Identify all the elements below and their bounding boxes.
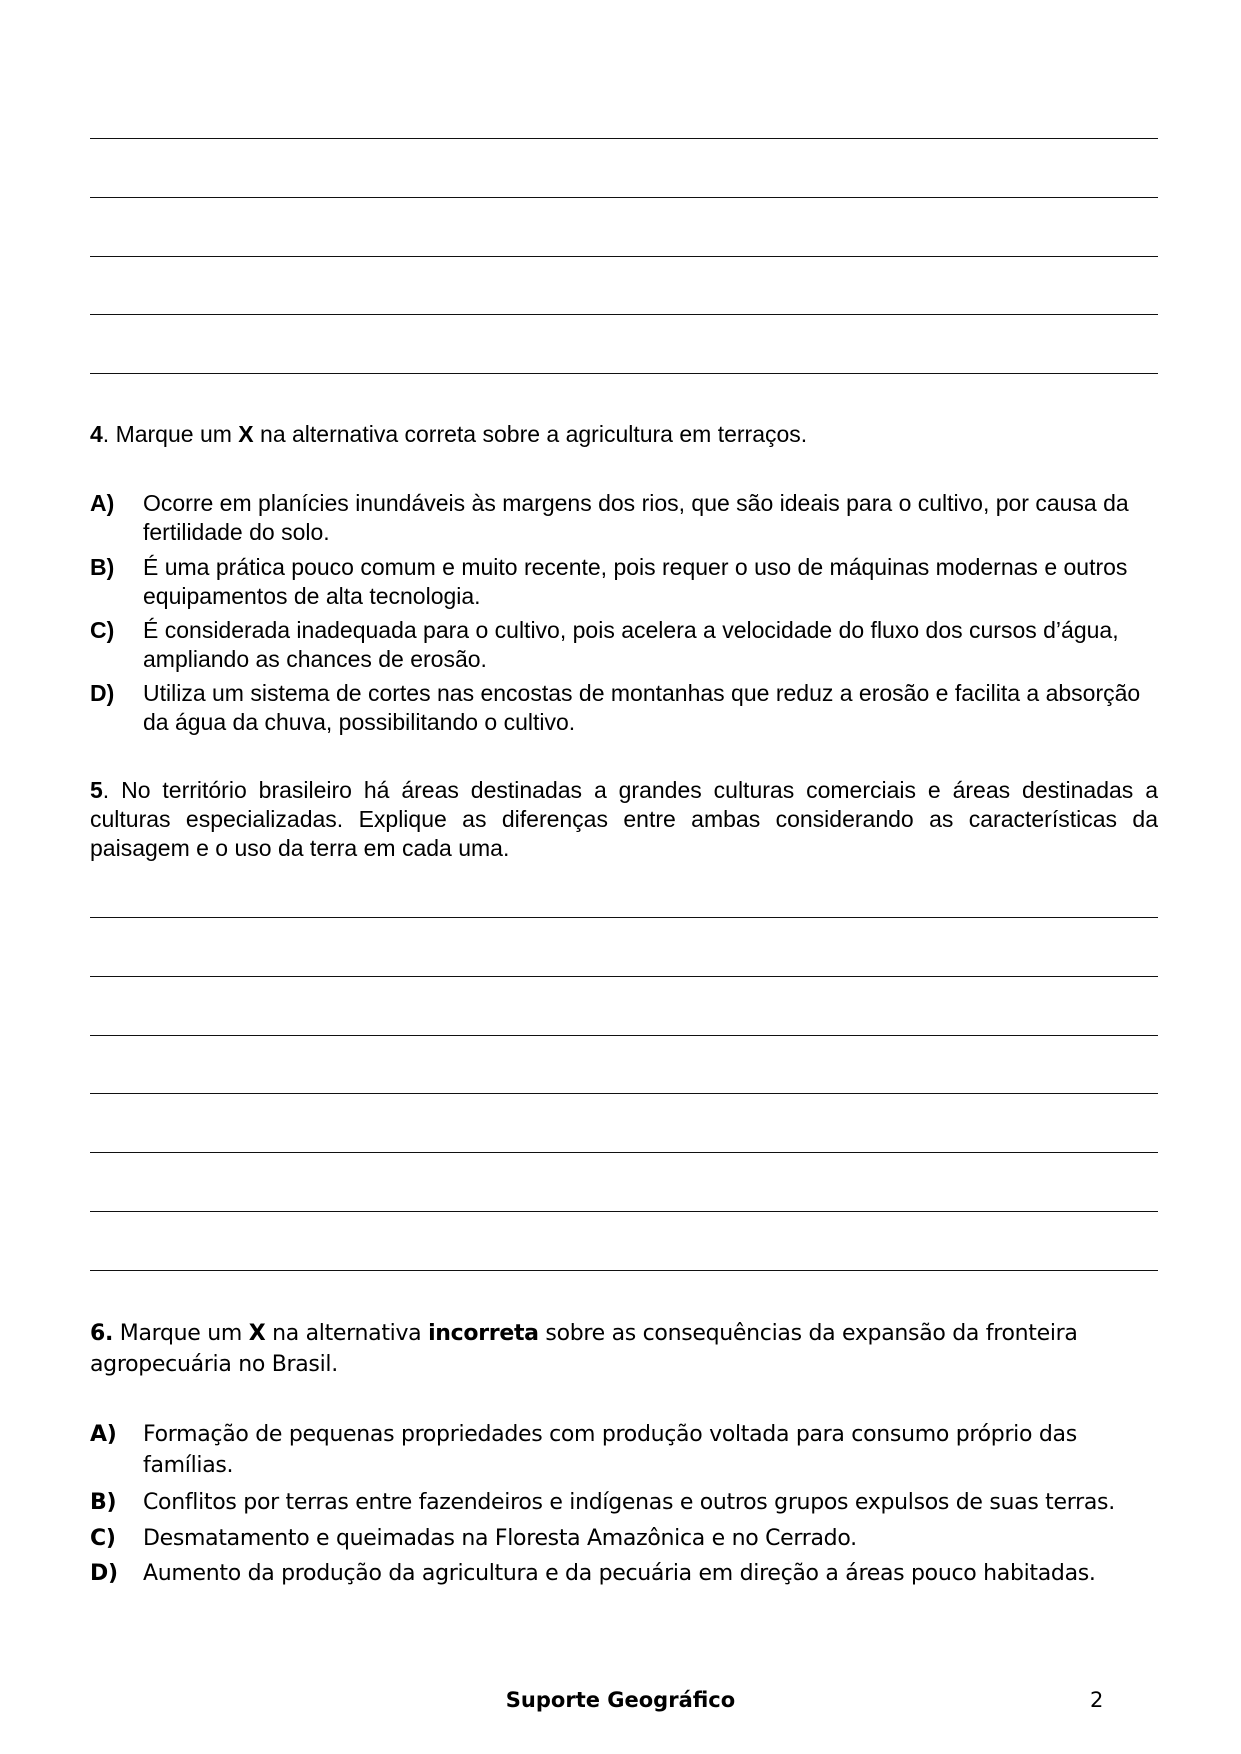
answer-line[interactable]: [90, 1270, 1158, 1271]
option-text: Ocorre em planícies inundáveis às margens dos rios, que são ideais para o cultivo, por causa da fertilidade do solo.: [143, 490, 1129, 545]
question-number: 6.: [90, 1321, 114, 1346]
answer-line[interactable]: [90, 256, 1158, 257]
option-letter: B): [90, 1490, 117, 1515]
answer-line[interactable]: [90, 1152, 1158, 1153]
option-text: Aumento da produção da agricultura e da pecuária em direção a áreas pouco habitadas.: [143, 1561, 1096, 1586]
question-4-option-b[interactable]: [90, 553, 1160, 611]
option-letter: D): [90, 1561, 118, 1586]
option-letter: D): [90, 680, 115, 706]
emphasis-incorreta: incorreta: [428, 1321, 539, 1346]
question-5-prompt: 5. No território brasileiro há áreas destinadas a grandes culturas comerciais e áreas destinadas a culturas especializadas. Explique as diferenças entre ambas considerando as características da paisagem e o uso da terra em cada uma.: [90, 777, 1158, 861]
option-text: Conflitos por terras entre fazendeiros e indígenas e outros grupos expulsos de suas terras.: [143, 1490, 1115, 1515]
question-6-option-d[interactable]: [90, 1558, 1160, 1589]
footer-title: Suporte Geográfico: [505, 1688, 736, 1712]
question-6-option-a[interactable]: [90, 1419, 1160, 1481]
option-text: Utiliza um sistema de cortes nas encostas de montanhas que reduz a erosão e facilita a absorção da água da chuva, possibilitando o cultivo.: [143, 680, 1141, 735]
option-letter: C): [90, 617, 115, 643]
option-letter: A): [90, 490, 115, 516]
page-number: 2: [1090, 1688, 1104, 1712]
question-4-option-a[interactable]: [90, 489, 1160, 547]
mark-x: X: [238, 421, 254, 447]
answer-line[interactable]: [90, 138, 1158, 139]
option-letter: A): [90, 1422, 117, 1447]
option-text: Desmatamento e queimadas na Floresta Amazônica e no Cerrado.: [143, 1526, 857, 1551]
question-number: 4: [90, 421, 103, 447]
answer-line[interactable]: [90, 917, 1158, 918]
option-letter: B): [90, 554, 115, 580]
answer-line[interactable]: [90, 1211, 1158, 1212]
question-6-option-c[interactable]: [90, 1523, 1160, 1554]
answer-line[interactable]: [90, 197, 1158, 198]
answer-line[interactable]: [90, 1035, 1158, 1036]
question-6-option-b[interactable]: [90, 1487, 1160, 1518]
question-4-option-d[interactable]: [90, 679, 1160, 737]
answer-line[interactable]: [90, 1093, 1158, 1094]
option-text: É uma prática pouco comum e muito recente, pois requer o uso de máquinas modernas e outros equipamentos de alta tecnologia.: [143, 554, 1128, 609]
option-text: Formação de pequenas propriedades com produção voltada para consumo próprio das famílias.: [143, 1422, 1077, 1478]
question-number: 5: [90, 777, 103, 803]
answer-line[interactable]: [90, 314, 1158, 315]
question-4-option-c[interactable]: [90, 616, 1160, 674]
answer-line[interactable]: [90, 373, 1158, 374]
option-text: É considerada inadequada para o cultivo, pois acelera a velocidade do fluxo dos cursos d’água, ampliando as chances de erosão.: [143, 617, 1119, 672]
answer-line[interactable]: [90, 976, 1158, 977]
mark-x: X: [248, 1321, 266, 1346]
question-4-prompt: 4. Marque um X na alternativa correta sobre a agricultura em terraços.: [90, 421, 808, 447]
question-6-prompt: 6. Marque um X na alternativa incorreta sobre as consequências da expansão da fronteira agropecuária no Brasil.: [90, 1321, 1078, 1377]
option-letter: C): [90, 1526, 116, 1551]
